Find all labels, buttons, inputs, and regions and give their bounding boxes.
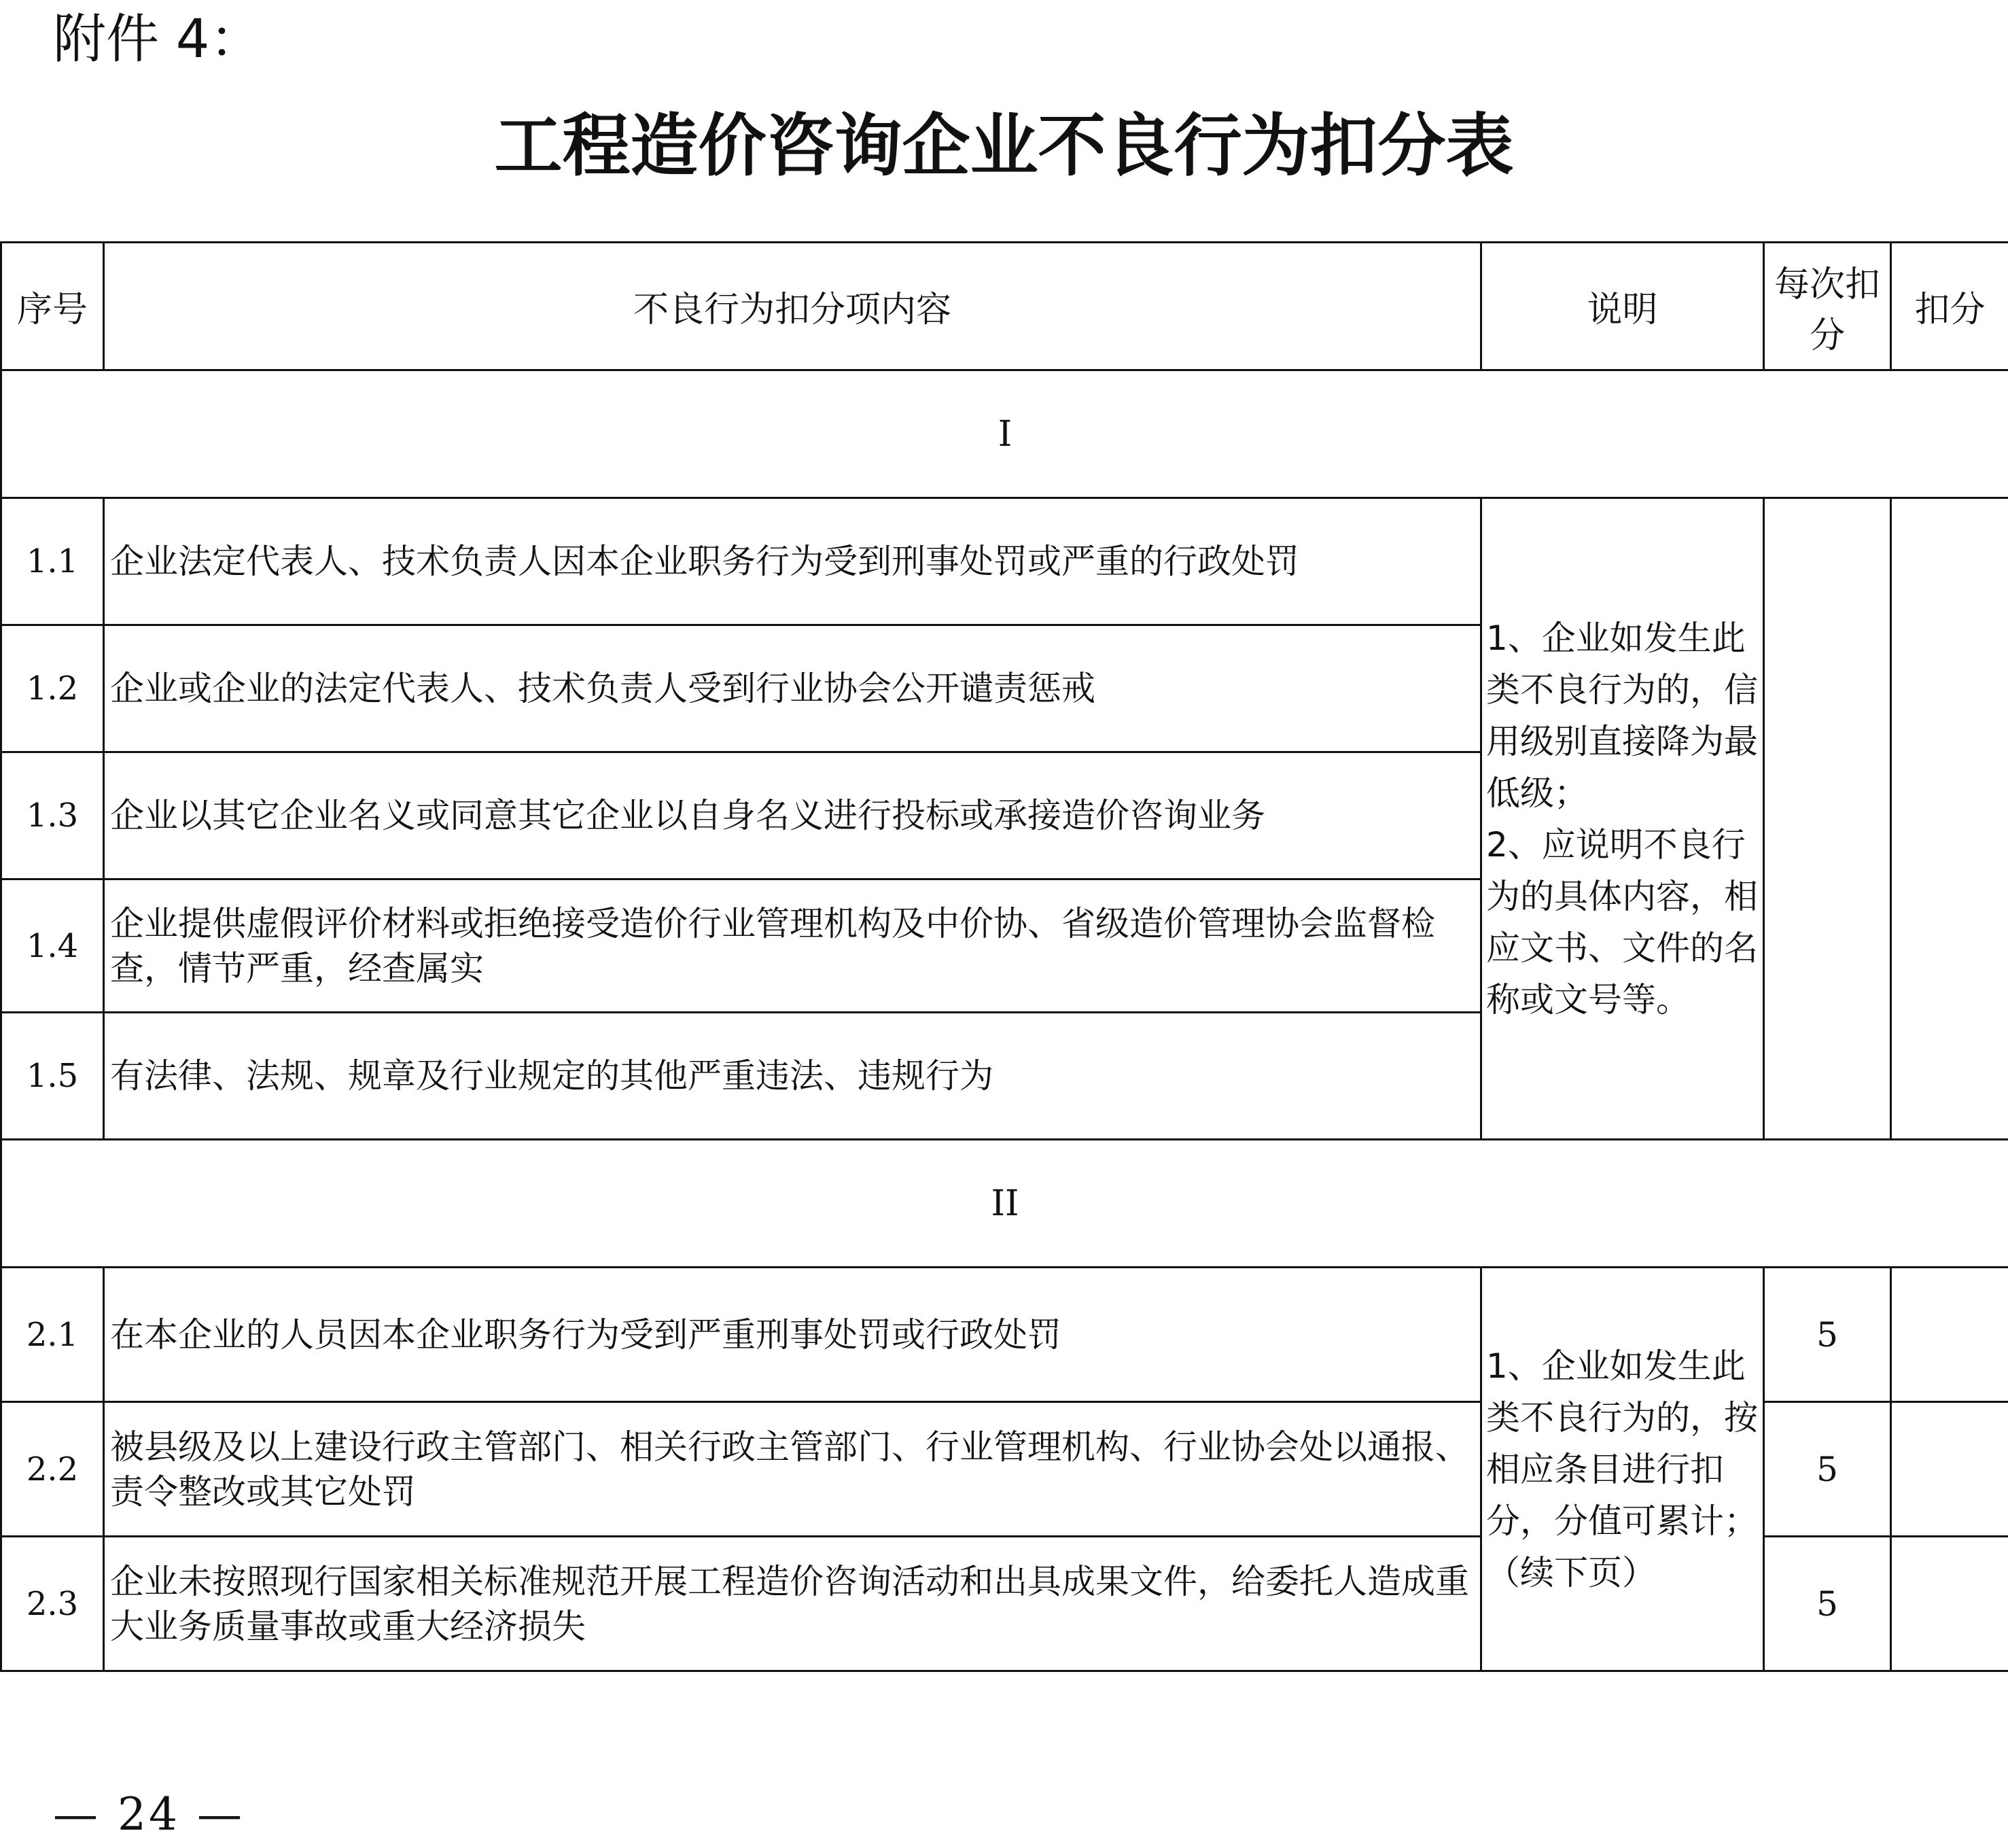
table-row — [1, 1268, 2008, 1402]
points-each-cell: 5 — [1764, 1402, 1891, 1537]
row-seq: 2.2 — [1, 1402, 104, 1537]
row-seq: 1.3 — [1, 752, 104, 879]
row-seq: 1.4 — [1, 879, 104, 1013]
header-note: 说明 — [1481, 243, 1764, 370]
row-seq: 1.1 — [1, 498, 104, 625]
note-line: （续下页） — [1486, 1552, 1656, 1592]
deduction-cell — [1891, 1268, 2008, 1402]
header-content: 不良行为扣分项内容 — [104, 243, 1481, 370]
header-deduction: 扣分 — [1891, 243, 2008, 370]
row-seq: 1.2 — [1, 625, 104, 752]
row-seq: 2.1 — [1, 1268, 104, 1402]
section-row-1 — [1, 370, 2008, 498]
row-seq: 1.5 — [1, 1013, 104, 1140]
section-label: I — [1, 370, 2008, 498]
row-content: 企业以其它企业名义或同意其它企业以自身名义进行投标或承接造价咨询业务 — [104, 752, 1481, 879]
deduction-table — [0, 241, 2008, 1672]
row-content: 企业法定代表人、技术负责人因本企业职务行为受到刑事处罚或严重的行政处罚 — [104, 498, 1481, 625]
section-note — [1481, 498, 1764, 1140]
section-row-2 — [1, 1140, 2008, 1268]
table-row — [1, 498, 2008, 625]
header-seq: 序号 — [1, 243, 104, 370]
page-number: — 24 — — [53, 1788, 245, 1841]
note-line: 2、应说明不良行为的具体内容，相应文书、文件的名称或文号等。 — [1486, 824, 1758, 1019]
row-content: 企业未按照现行国家相关标准规范开展工程造价咨询活动和出具成果文件，给委托人造成重大业务质量事故或重大经济损失 — [104, 1537, 1481, 1671]
row-content: 被县级及以上建设行政主管部门、相关行政主管部门、行业管理机构、行业协会处以通报、责令整改或其它处罚 — [104, 1402, 1481, 1537]
note-line: 1、企业如发生此类不良行为的，信用级别直接降为最低级； — [1486, 618, 1758, 813]
deduction-cell — [1891, 1537, 2008, 1671]
points-each-cell: 5 — [1764, 1268, 1891, 1402]
section-note — [1481, 1268, 1764, 1671]
row-seq: 2.3 — [1, 1537, 104, 1671]
row-content: 在本企业的人员因本企业职务行为受到严重刑事处罚或行政处罚 — [104, 1268, 1481, 1402]
row-content: 企业提供虚假评价材料或拒绝接受造价行业管理机构及中价协、省级造价管理协会监督检查，情节严重，经查属实 — [104, 879, 1481, 1013]
section-label: II — [1, 1140, 2008, 1268]
table-header-row — [1, 243, 2008, 370]
page-title: 工程造价咨询企业不良行为扣分表 — [494, 106, 1514, 186]
header-points-each: 每次扣分 — [1764, 243, 1891, 370]
attachment-label: 附件 4： — [53, 9, 263, 70]
deduction-cell — [1891, 498, 2008, 1140]
points-each-cell: 5 — [1764, 1537, 1891, 1671]
row-content: 有法律、法规、规章及行业规定的其他严重违法、违规行为 — [104, 1013, 1481, 1140]
deduction-cell — [1891, 1402, 2008, 1537]
note-line: 1、企业如发生此类不良行为的，按相应条目进行扣分，分值可累计； — [1486, 1346, 1758, 1541]
row-content: 企业或企业的法定代表人、技术负责人受到行业协会公开谴责惩戒 — [104, 625, 1481, 752]
points-each-cell — [1764, 498, 1891, 1140]
